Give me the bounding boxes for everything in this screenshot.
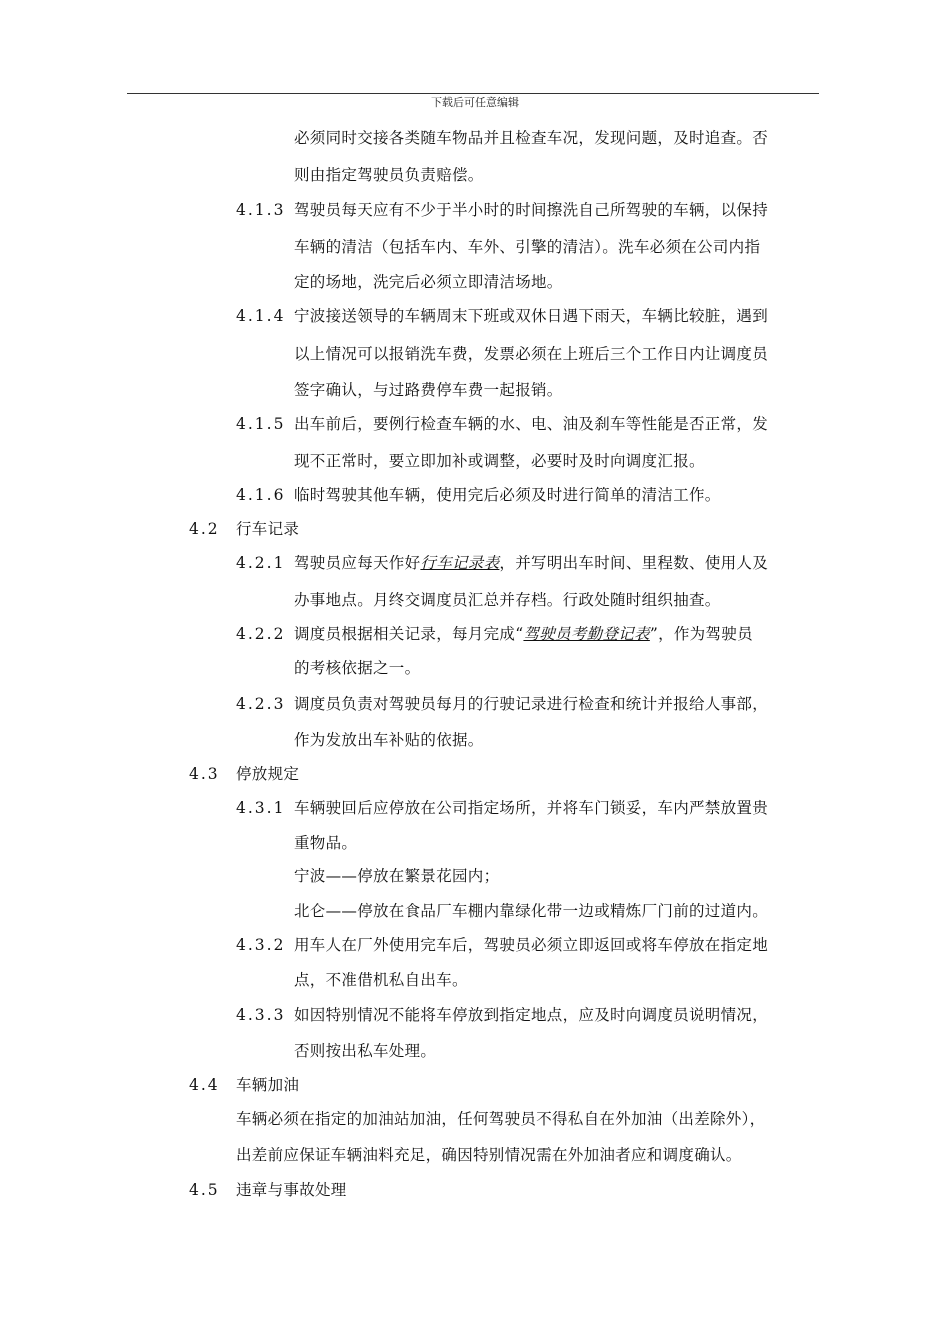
paragraph-line: 车辆必须在指定的加油站加油，任何驾驶员不得私自在外加油（出差除外）， <box>236 1110 766 1128</box>
section-number: 4.3 <box>189 765 220 783</box>
paragraph-line: 现不正常时，要立即加补或调整，必要时及时向调度汇报。 <box>294 452 705 470</box>
paragraph-line: 车辆的清洁（包括车内、车外、引擎的清洁）。洗车必须在公司内指 <box>294 238 761 256</box>
section-title: 停放规定 <box>236 765 300 783</box>
section-number: 4.4 <box>189 1076 220 1094</box>
paragraph-line: 北仑——停放在食品厂车棚内靠绿化带一边或精炼厂门前的过道内。 <box>294 902 769 920</box>
section-title: 车辆加油 <box>236 1076 300 1094</box>
paragraph-line: 如因特别情况不能将车停放到指定地点，应及时向调度员说明情况， <box>294 1006 769 1024</box>
paragraph-line: 否则按出私车处理。 <box>294 1042 437 1060</box>
paragraph-line: 点，不准借机私自出车。 <box>294 971 468 989</box>
item-number: 4.3.2 <box>236 936 286 954</box>
text-run: 驾驶员应每天作好 <box>294 554 421 572</box>
paragraph-line: 重物品。 <box>294 834 358 852</box>
item-number: 4.2.1 <box>236 554 286 572</box>
section-number: 4.5 <box>189 1181 220 1199</box>
item-number: 4.1.4 <box>236 307 286 325</box>
item-number: 4.2.2 <box>236 625 286 643</box>
section-title: 行车记录 <box>236 520 300 538</box>
paragraph-line: 车辆驶回后应停放在公司指定场所，并将车门锁妥，车内严禁放置贵 <box>294 799 769 817</box>
paragraph-line: 签字确认，与过路费停车费一起报销。 <box>294 381 563 399</box>
paragraph-line: 宁波——停放在繁景花园内； <box>294 867 500 885</box>
section-number: 4.2 <box>189 520 220 538</box>
paragraph-line: 出差前应保证车辆油料充足，确因特别情况需在外加油者应和调度确认。 <box>236 1146 742 1164</box>
text-run: 调度员根据相关记录，每月完成“ <box>294 625 524 643</box>
paragraph-line: 驾驶员每天应有不少于半小时的时间擦洗自己所驾驶的车辆，以保持 <box>294 201 769 219</box>
paragraph-line: 的考核依据之一。 <box>294 659 421 677</box>
paragraph-line: 作为发放出车补贴的依据。 <box>294 731 484 749</box>
paragraph-line: 出车前后，要例行检查车辆的水、电、油及刹车等性能是否正常，发 <box>294 415 769 433</box>
paragraph-line: 办事地点。月终交调度员汇总并存档。行政处随时组织抽查。 <box>294 591 721 609</box>
paragraph-line: 以上情况可以报销洗车费，发票必须在上班后三个工作日内让调度员 <box>294 345 769 363</box>
form-reference-link[interactable]: 行车记录表 <box>420 554 500 572</box>
paragraph-line: 调度员负责对驾驶员每月的行驶记录进行检查和统计并报给人事部， <box>294 695 769 713</box>
paragraph-line: 宁波接送领导的车辆周末下班或双休日遇下雨天，车辆比较脏，遇到 <box>294 307 769 325</box>
text-run: ”，作为驾驶员 <box>649 625 753 643</box>
paragraph-line: 则由指定驾驶员负责赔偿。 <box>294 166 484 184</box>
form-reference-link[interactable]: 驾驶员考勤登记表 <box>523 625 650 643</box>
item-number: 4.3.1 <box>236 799 286 817</box>
section-title: 违章与事故处理 <box>236 1181 347 1199</box>
item-number: 4.1.3 <box>236 201 286 219</box>
item-number: 4.1.6 <box>236 486 286 504</box>
page-header: 下载后可任意编辑 <box>431 96 519 109</box>
paragraph-line: 临时驾驶其他车辆，使用完后必须及时进行简单的清洁工作。 <box>294 486 721 504</box>
paragraph-line: 定的场地，洗完后必须立即清洁场地。 <box>294 273 563 291</box>
paragraph-line <box>294 624 753 644</box>
item-number: 4.1.5 <box>236 415 286 433</box>
paragraph-line <box>294 553 768 573</box>
paragraph-line: 用车人在厂外使用完车后，驾驶员必须立即返回或将车停放在指定地 <box>294 936 769 954</box>
paragraph-line: 必须同时交接各类随车物品并且检查车况，发现问题，及时追查。否 <box>294 129 769 147</box>
text-run: ，并写明出车时间、里程数、使用人及 <box>499 554 769 572</box>
item-number: 4.2.3 <box>236 695 286 713</box>
item-number: 4.3.3 <box>236 1006 286 1024</box>
